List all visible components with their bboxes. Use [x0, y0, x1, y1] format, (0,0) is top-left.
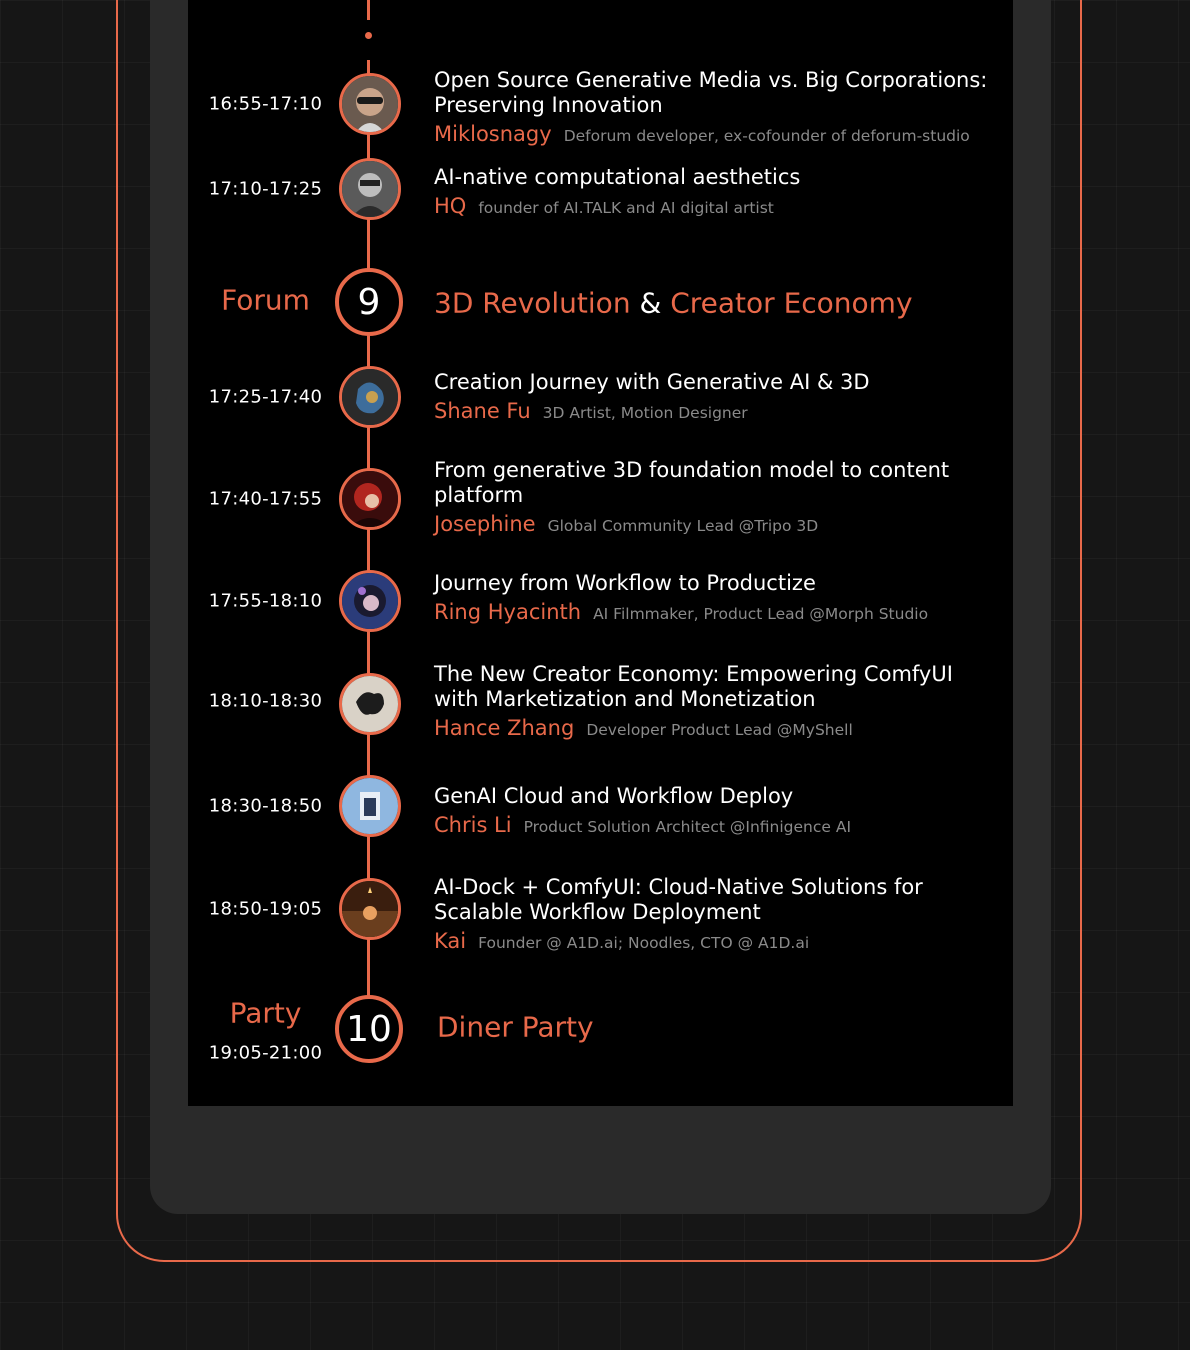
party-title: Diner Party [437, 1010, 594, 1044]
speaker-role: Product Solution Architect @Infinigence AI [523, 818, 852, 836]
speaker-name: Shane Fu [434, 399, 531, 423]
speaker-name: Kai [434, 929, 467, 953]
talk-time: 17:10-17:25 [208, 178, 323, 200]
speaker-avatar [339, 878, 401, 940]
speaker-avatar [339, 775, 401, 837]
talk-item [434, 875, 994, 953]
talk-item [434, 571, 994, 624]
speaker-role: Founder @ A1D.ai; Noodles, CTO @ A1D.ai [478, 934, 810, 952]
timeline-dot [365, 32, 372, 39]
section-number-10: 10 [335, 995, 403, 1063]
section-title-part2: Creator Economy [670, 286, 913, 320]
talk-item [434, 165, 994, 218]
speaker-role: AI Filmmaker, Product Lead @Morph Studio [593, 605, 929, 623]
speaker-avatar [339, 73, 401, 135]
section-title-forum-9 [434, 287, 913, 320]
speaker-name: Josephine [434, 512, 536, 536]
talk-item [434, 662, 994, 740]
speaker-name: HQ [434, 194, 467, 218]
party-time: 19:05-21:00 [208, 1042, 323, 1064]
talk-item [434, 68, 994, 146]
talk-title: From generative 3D foundation model to content platform [434, 458, 950, 507]
speaker-avatar [339, 366, 401, 428]
talk-time: 17:25-17:40 [208, 386, 323, 408]
talk-item [434, 458, 994, 536]
section-label-party: Party [229, 996, 302, 1030]
talk-time: 17:40-17:55 [208, 488, 323, 510]
talk-time: 16:55-17:10 [208, 93, 323, 115]
speaker-avatar [339, 468, 401, 530]
speaker-name: Hance Zhang [434, 716, 575, 740]
speaker-avatar [339, 158, 401, 220]
talk-title: Open Source Generative Media vs. Big Corporations: Preserving Innovation [434, 68, 988, 117]
talk-title: The New Creator Economy: Empowering ComfyUI with Marketization and Monetization [434, 662, 953, 711]
talk-title: GenAI Cloud and Workflow Deploy [434, 784, 794, 808]
talk-title: Journey from Workflow to Productize [434, 571, 816, 595]
speaker-avatar [339, 673, 401, 735]
talk-time: 18:30-18:50 [208, 795, 323, 817]
speaker-name: Miklosnagy [434, 122, 552, 146]
talk-title: AI-Dock + ComfyUI: Cloud-Native Solutions for Scalable Workflow Deployment [434, 875, 923, 924]
speaker-avatar [339, 570, 401, 632]
speaker-role: Global Community Lead @Tripo 3D [547, 517, 819, 535]
talk-time: 17:55-18:10 [208, 590, 323, 612]
talk-item [434, 370, 994, 423]
timeline-dash [367, 0, 370, 20]
speaker-name: Ring Hyacinth [434, 600, 582, 624]
speaker-role: Deforum developer, ex-cofounder of deforum-studio [563, 127, 970, 145]
talk-title: AI-native computational aesthetics [434, 165, 801, 189]
section-title-amp: & [639, 286, 662, 320]
section-label-forum: Forum [221, 283, 310, 317]
talk-time: 18:50-19:05 [208, 898, 323, 920]
talk-item [434, 784, 994, 837]
talk-time: 18:10-18:30 [208, 690, 323, 712]
speaker-role: founder of AI.TALK and AI digital artist [478, 199, 774, 217]
speaker-role: 3D Artist, Motion Designer [542, 404, 748, 422]
section-title-part1: 3D Revolution [434, 286, 631, 320]
speaker-role: Developer Product Lead @MyShell [586, 721, 853, 739]
section-number-9: 9 [335, 268, 403, 336]
talk-title: Creation Journey with Generative AI & 3D [434, 370, 870, 394]
speaker-name: Chris Li [434, 813, 512, 837]
